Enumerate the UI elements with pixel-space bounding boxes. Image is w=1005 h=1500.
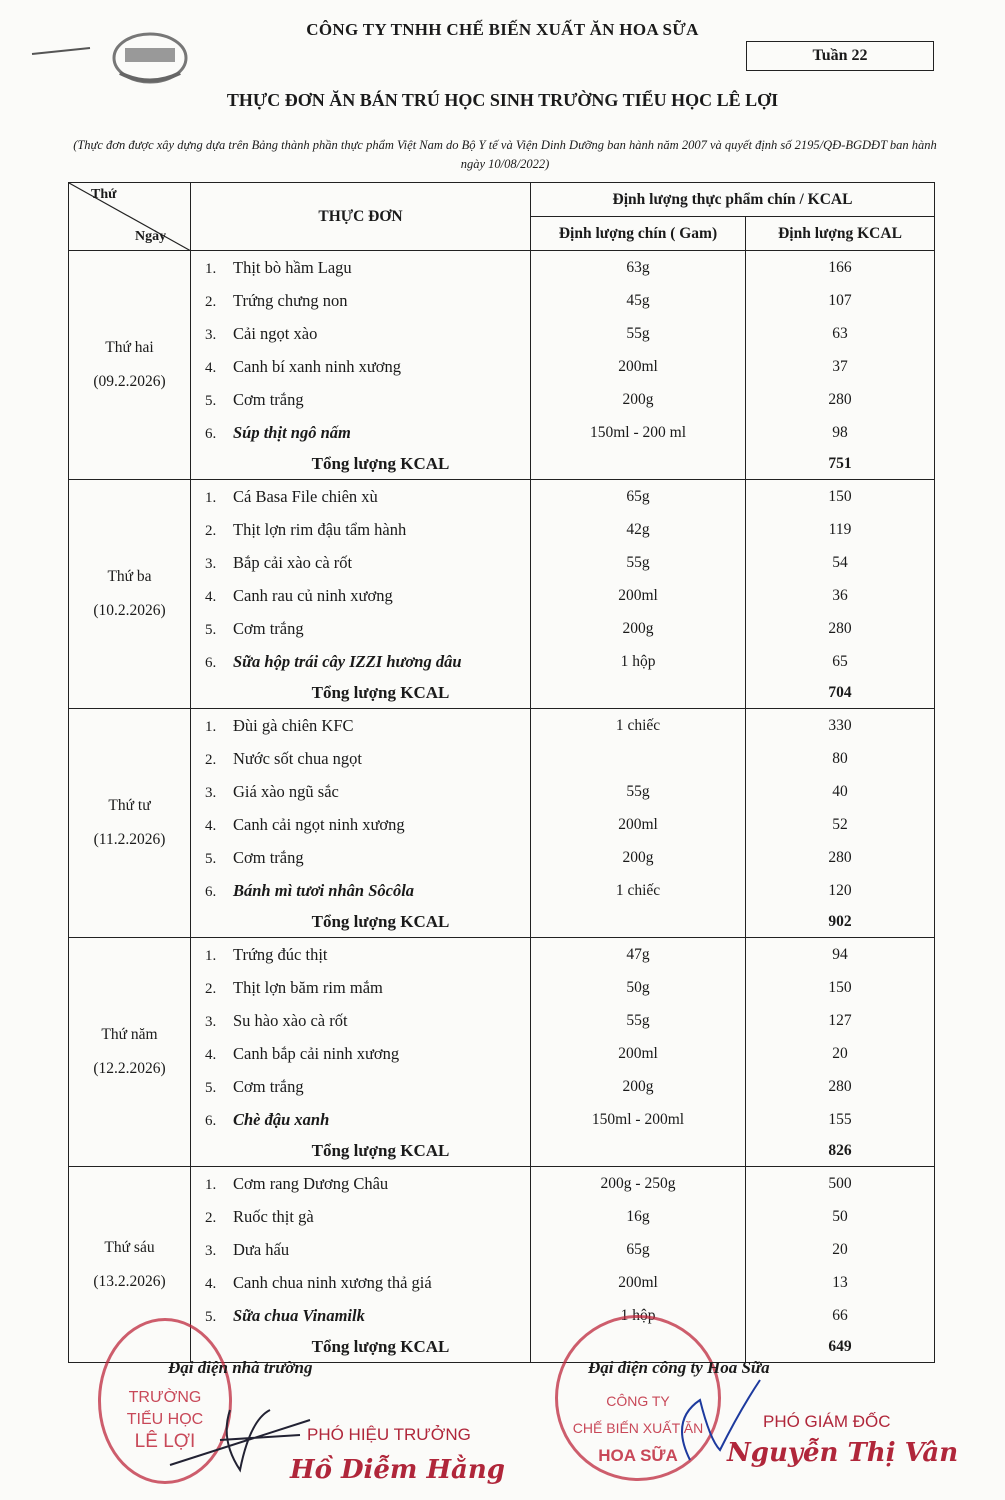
day-name: Thứ sáu [104, 1238, 155, 1256]
menu-item [191, 1200, 531, 1233]
dish-name: Sữa chua Vinamilk [233, 1305, 365, 1325]
table-row [69, 579, 935, 612]
kcal-cell: 150 [746, 480, 935, 514]
menu-item [191, 350, 531, 383]
item-number: 5. [205, 392, 217, 409]
amount-cell: 200ml [531, 808, 746, 841]
item-number: 4. [205, 588, 217, 605]
menu-item [191, 938, 531, 972]
item-number: 4. [205, 1275, 217, 1292]
table-row [69, 775, 935, 808]
kcal-cell: 127 [746, 1004, 935, 1037]
dish-name: Canh bắp cải ninh xương [233, 1043, 400, 1063]
dish-name: Trứng chưng non [233, 290, 348, 310]
kcal-cell: 155 [746, 1103, 935, 1136]
item-number: 3. [205, 326, 217, 343]
amount-cell: 42g [531, 513, 746, 546]
total-row [69, 449, 935, 480]
total-label: Tổng lượng KCAL [191, 678, 531, 709]
menu-item [191, 1167, 531, 1201]
day-cell [69, 709, 191, 938]
kcal-cell: 150 [746, 971, 935, 1004]
amount-cell: 200ml [531, 1266, 746, 1299]
table-row [69, 1299, 935, 1332]
company-name: CÔNG TY TNHH CHẾ BIẾN XUẤT ĂN HOA SỮA [306, 20, 699, 39]
item-number: 6. [205, 883, 217, 900]
item-number: 4. [205, 359, 217, 376]
item-number: 1. [205, 947, 217, 964]
kcal-cell: 120 [746, 874, 935, 907]
dish-name: Cơm trắng [233, 1076, 304, 1096]
amount-cell: 200ml [531, 579, 746, 612]
ngay-header: Ngày [135, 229, 167, 244]
table-row [69, 1037, 935, 1070]
amount-cell: 150ml - 200 ml [531, 416, 746, 449]
day-cell [69, 938, 191, 1167]
day-header-cell [69, 183, 191, 251]
item-number: 3. [205, 555, 217, 572]
amount-cell: 1 chiếc [531, 874, 746, 907]
amount-cell: 1 hộp [531, 1299, 746, 1332]
menu-item [191, 284, 531, 317]
stamp-line: TRƯỜNG [128, 1389, 202, 1406]
stamp-line: CÔNG TY [606, 1393, 670, 1409]
item-number: 2. [205, 522, 217, 539]
item-number: 6. [205, 654, 217, 671]
menu-item [191, 1070, 531, 1103]
item-number: 5. [205, 621, 217, 638]
dish-name: Ruốc thịt gà [233, 1206, 314, 1226]
day-name: Thứ ba [107, 568, 152, 585]
menu-item [191, 808, 531, 841]
stamp-line: TIỂU HỌC [126, 1411, 204, 1428]
dish-name: Thịt lợn băm rim mắm [233, 977, 383, 997]
total-kcal: 704 [746, 678, 935, 709]
item-number: 1. [205, 718, 217, 735]
kcal-cell: 119 [746, 513, 935, 546]
amount-cell: 16g [531, 1200, 746, 1233]
kcal-cell: 13 [746, 1266, 935, 1299]
menu-item [191, 775, 531, 808]
kcal-cell: 500 [746, 1167, 935, 1201]
menu-item [191, 841, 531, 874]
day-date: (10.2.2026) [93, 602, 166, 619]
dish-name: Giá xào ngũ sắc [233, 781, 339, 801]
amount-cell: 150ml - 200ml [531, 1103, 746, 1136]
menu-item [191, 317, 531, 350]
menu-item [191, 612, 531, 645]
day-name: Thứ năm [101, 1026, 158, 1043]
kcal-cell: 65 [746, 645, 935, 678]
amount-cell: 200g [531, 841, 746, 874]
amount-cell: 200g [531, 612, 746, 645]
kcal-cell: 280 [746, 1070, 935, 1103]
amount-cell: 55g [531, 317, 746, 350]
menu-item [191, 1004, 531, 1037]
dish-name: Trứng đúc thịt [233, 944, 328, 964]
table-row [69, 841, 935, 874]
item-number: 2. [205, 980, 217, 997]
total-kcal: 751 [746, 449, 935, 480]
dish-name: Thịt lợn rim đậu tẩm hành [233, 519, 407, 539]
dish-name: Bắp cải xào cà rốt [233, 552, 353, 572]
kcal-cell: 280 [746, 383, 935, 416]
stamp-line: LÊ LỢI [134, 1431, 196, 1452]
table-row [69, 251, 935, 285]
table-row [69, 645, 935, 678]
dish-name: Cơm trắng [233, 847, 304, 867]
dish-name: Đùi gà chiên KFC [233, 715, 354, 735]
page-title: THỰC ĐƠN ĂN BÁN TRÚ HỌC SINH TRƯỜNG TIỂU HỌC LÊ LỢI [226, 90, 779, 110]
total-kcal: 826 [746, 1136, 935, 1167]
dish-name: Canh rau củ ninh xương [233, 585, 393, 605]
school-role: PHÓ HIỆU TRƯỞNG [307, 1425, 471, 1444]
item-number: 1. [205, 260, 217, 277]
amount-cell: 45g [531, 284, 746, 317]
menu-header: THỰC ĐƠN [191, 183, 531, 251]
menu-item [191, 1037, 531, 1070]
amount-cell: 65g [531, 1233, 746, 1266]
menu-item [191, 416, 531, 449]
menu-item [191, 1233, 531, 1266]
dish-name: Canh cải ngọt ninh xương [233, 814, 405, 834]
item-number: 4. [205, 1046, 217, 1063]
dish-name: Dưa hấu [233, 1239, 290, 1259]
menu-item [191, 1299, 531, 1332]
kcal-header: Định lượng KCAL [746, 217, 935, 251]
dish-name: Su hào xào cà rốt [233, 1010, 348, 1030]
table-row [69, 1266, 935, 1299]
company-signer-name: Nguyễn Thị Vân [727, 1438, 959, 1468]
kcal-cell: 54 [746, 546, 935, 579]
kcal-cell: 280 [746, 612, 935, 645]
total-label: Tổng lượng KCAL [191, 907, 531, 938]
table-row [69, 317, 935, 350]
amount-cell [531, 742, 746, 775]
stamp-line: HOA SỮA [598, 1446, 678, 1465]
dish-name: Thịt bò hầm Lagu [233, 257, 352, 277]
dish-name: Cải ngọt xào [233, 323, 318, 343]
day-date: (13.2.2026) [93, 1272, 166, 1290]
kcal-cell: 50 [746, 1200, 935, 1233]
table-row [69, 1167, 935, 1201]
day-cell [69, 480, 191, 709]
menu-item [191, 1266, 531, 1299]
dish-name: Chè đậu xanh [233, 1109, 330, 1129]
amount-cell: 55g [531, 775, 746, 808]
dish-name: Cơm rang Dương Châu [233, 1173, 389, 1193]
gram-header: Định lượng chín ( Gam) [531, 217, 746, 251]
kcal-cell: 52 [746, 808, 935, 841]
amount-cell: 1 hộp [531, 645, 746, 678]
item-number: 1. [205, 489, 217, 506]
dish-name: Cơm trắng [233, 389, 304, 409]
item-number: 2. [205, 293, 217, 310]
total-amount-cell [531, 907, 746, 938]
kcal-cell: 63 [746, 317, 935, 350]
amount-cell: 200ml [531, 1037, 746, 1070]
day-name: Thứ tư [108, 797, 151, 814]
table-row [69, 742, 935, 775]
table-row [69, 416, 935, 449]
kcal-cell: 330 [746, 709, 935, 743]
amount-cell: 63g [531, 251, 746, 285]
amount-cell: 200ml [531, 350, 746, 383]
menu-item [191, 383, 531, 416]
amount-cell: 65g [531, 480, 746, 514]
menu-item [191, 480, 531, 514]
item-number: 1. [205, 1176, 217, 1193]
total-row [69, 907, 935, 938]
amount-cell: 47g [531, 938, 746, 972]
item-number: 4. [205, 817, 217, 834]
table-row [69, 938, 935, 972]
amount-cell: 55g [531, 546, 746, 579]
menu-item [191, 874, 531, 907]
kcal-cell: 94 [746, 938, 935, 972]
kcal-cell: 40 [746, 775, 935, 808]
total-label: Tổng lượng KCAL [191, 1136, 531, 1167]
menu-item [191, 251, 531, 285]
company-rep-label: Đại diện công ty Hoa Sữa [588, 1358, 770, 1377]
day-date: (09.2.2026) [93, 373, 166, 390]
week-label: Tuần 22 [746, 41, 934, 71]
item-number: 5. [205, 1308, 217, 1325]
item-number: 2. [205, 1209, 217, 1226]
day-cell [69, 251, 191, 480]
total-amount-cell [531, 449, 746, 480]
day-date: (12.2.2026) [93, 1060, 166, 1077]
item-number: 3. [205, 1013, 217, 1030]
menu-item [191, 513, 531, 546]
thu-header: Thứ [91, 187, 117, 202]
school-rep-label: Đại diện nhà trường [168, 1358, 313, 1377]
menu-item [191, 645, 531, 678]
dish-name: Nước sốt chua ngọt [233, 748, 363, 768]
kcal-cell: 98 [746, 416, 935, 449]
table-row [69, 480, 935, 514]
amount-cell: 50g [531, 971, 746, 1004]
menu-table [68, 182, 935, 1363]
item-number: 5. [205, 850, 217, 867]
school-signer-name: Hồ Diễm Hằng [290, 1455, 505, 1485]
kcal-cell: 166 [746, 251, 935, 285]
table-row [69, 808, 935, 841]
kcal-cell: 20 [746, 1037, 935, 1070]
menu-item [191, 709, 531, 743]
table-row [69, 1233, 935, 1266]
total-row [69, 678, 935, 709]
dish-name: Bánh mì tươi nhân Sôcôla [233, 880, 415, 900]
quantity-group-header: Định lượng thực phẩm chín / KCAL [531, 183, 935, 217]
table-row [69, 284, 935, 317]
menu-item [191, 742, 531, 775]
dish-name: Canh bí xanh ninh xương [233, 356, 401, 376]
company-role: PHÓ GIÁM ĐỐC [763, 1412, 891, 1431]
dish-name: Canh chua ninh xương thả giá [233, 1272, 432, 1292]
dish-name: Cá Basa File chiên xù [233, 486, 378, 506]
total-row [69, 1136, 935, 1167]
menu-item [191, 579, 531, 612]
table-row [69, 971, 935, 1004]
item-number: 2. [205, 751, 217, 768]
table-row [69, 1070, 935, 1103]
menu-item [191, 1103, 531, 1136]
dish-name: Sữa hộp trái cây IZZI hương dâu [233, 651, 462, 671]
amount-cell: 1 chiếc [531, 709, 746, 743]
amount-cell: 200g [531, 1070, 746, 1103]
kcal-cell: 66 [746, 1299, 935, 1332]
kcal-cell: 37 [746, 350, 935, 383]
table-row [69, 1103, 935, 1136]
kcal-cell: 36 [746, 579, 935, 612]
total-label: Tổng lượng KCAL [191, 1332, 531, 1363]
reference-note: (Thực đơn được xây dựng dựa trên Bảng thành phần thực phẩm Việt Nam do Bộ Y tế và Viện Dinh Dưỡng ban hành năm 2007 và quyết định số 2195/QĐ-BGDĐT ban hành ngày 10/08/2022) [73, 138, 937, 171]
table-row [69, 546, 935, 579]
table-row [69, 874, 935, 907]
menu-item [191, 546, 531, 579]
total-kcal: 649 [746, 1332, 935, 1363]
table-row [69, 513, 935, 546]
total-kcal: 902 [746, 907, 935, 938]
day-date: (11.2.2026) [93, 831, 166, 848]
item-number: 6. [205, 425, 217, 442]
kcal-cell: 280 [746, 841, 935, 874]
item-number: 6. [205, 1112, 217, 1129]
item-number: 3. [205, 1242, 217, 1259]
table-row [69, 1200, 935, 1233]
amount-cell: 200g - 250g [531, 1167, 746, 1201]
dish-name: Cơm trắng [233, 618, 304, 638]
kcal-cell: 107 [746, 284, 935, 317]
item-number: 3. [205, 784, 217, 801]
total-label: Tổng lượng KCAL [191, 449, 531, 480]
amount-cell: 200g [531, 383, 746, 416]
table-row [69, 612, 935, 645]
table-row [69, 709, 935, 743]
total-amount-cell [531, 1136, 746, 1167]
stamp-line: CHẾ BIẾN XUẤT ĂN [572, 1420, 704, 1436]
item-number: 5. [205, 1079, 217, 1096]
total-amount-cell [531, 678, 746, 709]
table-row [69, 350, 935, 383]
table-row [69, 1004, 935, 1037]
kcal-cell: 20 [746, 1233, 935, 1266]
table-row [69, 383, 935, 416]
day-name: Thứ hai [105, 339, 154, 356]
kcal-cell: 80 [746, 742, 935, 775]
dish-name: Súp thịt ngô nấm [233, 422, 351, 442]
amount-cell: 55g [531, 1004, 746, 1037]
menu-item [191, 971, 531, 1004]
